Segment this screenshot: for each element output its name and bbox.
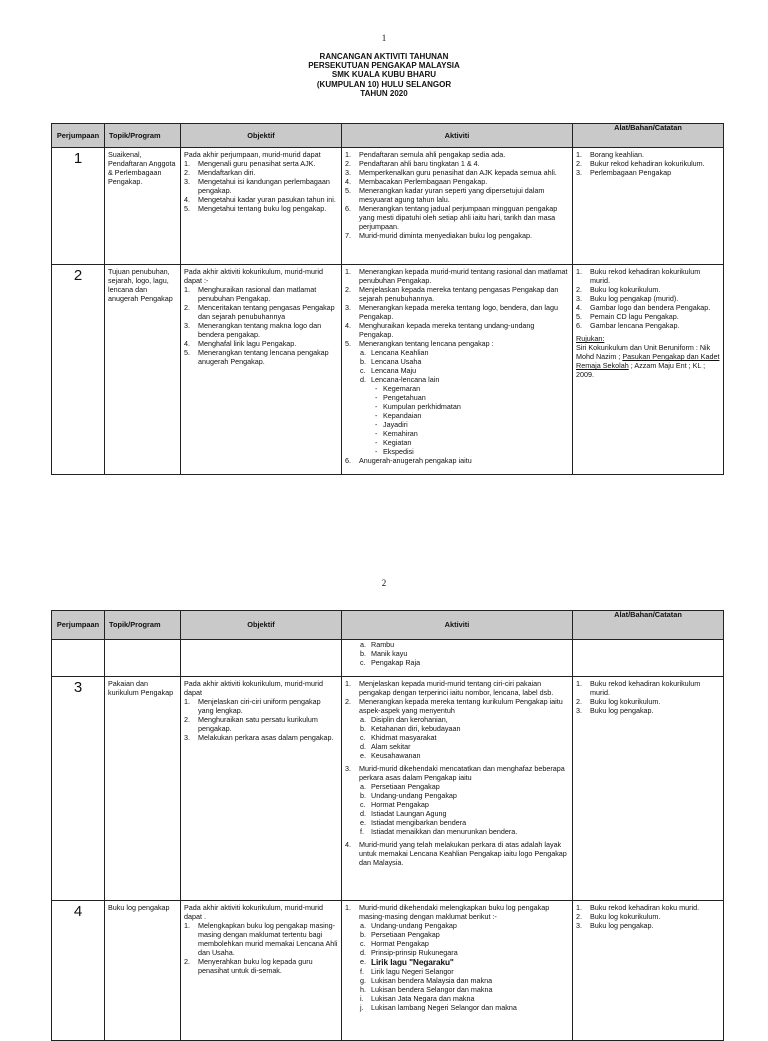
table-header-row [52, 611, 724, 640]
list-item: d. Lencana-lencana lain [360, 375, 440, 384]
list-item: 3. Buku log pengakap (murid). [576, 294, 679, 303]
reference-note [576, 334, 720, 379]
list-item: b. Lencana Usaha [360, 357, 422, 366]
list-item: 1. Menjelaskan kepada murid-murid tentang ciri-ciri pakaian pengakap dengan terperinci iaitu nombor, lencana, label dsb. [345, 679, 554, 697]
activity-plan-table [51, 123, 724, 475]
heading-line: RANCANGAN AKTIVITI TAHUNAN [319, 52, 449, 61]
objective-intro: Pada akhir aktiviti kokurikulum, murid-murid dapat . [184, 903, 324, 921]
list-item: 3. Buku log pengakap. [576, 921, 654, 930]
topic-cell [105, 640, 181, 677]
list-item: 2. Menerangkan kepada mereka tentang kurikulum Pengakap iaitu aspek-aspek yang menyentuh [345, 697, 563, 715]
list-item: a. Rambu [360, 640, 395, 649]
topic-cell: Suaikenal, Pendaftaran Anggota & Perlembagaan Pengakap. [105, 148, 181, 265]
reference-label: Rujukan: [576, 334, 605, 343]
materials-cell [573, 901, 724, 1041]
materials-cell [573, 640, 724, 677]
column-header-materials: Alat/Bahan/Catatan [573, 124, 724, 148]
objective-cell [181, 265, 342, 475]
list-item: d. Alam sekitar [360, 742, 411, 751]
list-item: 1. Buku rekod kehadiran koku murid. [576, 903, 700, 912]
list-item: - Pengetahuan [345, 393, 569, 402]
list-item: 6. Gambar lencana Pengakap. [576, 321, 680, 330]
list-item: b. Persetiaan Pengakap [360, 930, 440, 939]
heading-line: TAHUN 2020 [360, 88, 408, 98]
meeting-number [52, 640, 105, 677]
list-item: e. Keusahawanan [360, 751, 421, 760]
list-item: a. Lencana Keahlian [360, 348, 429, 357]
list-item: 1. Buku rekod kehadiran kokurikulum murid. [576, 679, 701, 697]
column-header-topic: Topik/Program [105, 611, 181, 640]
list-item: d. Prinsip-prinsip Rukunegara [360, 948, 458, 957]
heading-line: PERSEKUTUAN PENGAKAP MALAYSIA [308, 61, 460, 71]
table-row [52, 677, 724, 901]
list-item: 2. Menyerahkan buku log kepada guru penasihat untuk di-semak. [184, 957, 313, 975]
list-item: 2. Bukur rekod kehadiran kokurikulum. [576, 159, 705, 168]
list-item: 4. Mengetahui kadar yuran pasukan tahun ini. [184, 195, 336, 204]
list-item: 2. Buku log kokurikulum. [576, 697, 661, 706]
reference-title: Pasukan Pengakap dan Kadet Remaja Sekolah [576, 352, 720, 370]
list-item: c. Pengakap Raja [360, 658, 421, 667]
objective-cell [181, 677, 342, 901]
activity-cell [342, 148, 573, 265]
list-item: 2. Menghuraikan satu persatu kurikulum pengakap. [184, 715, 318, 733]
materials-cell [573, 265, 724, 475]
list-item: i. Lukisan Jata Negara dan makna [360, 994, 475, 1004]
list-item: h. Lukisan bendera Selangor dan makna [360, 985, 493, 995]
column-header-meeting: Perjumpaan [52, 611, 105, 640]
column-header-activity: Aktiviti [342, 611, 573, 640]
list-item: 1. Murid-murid dikehendaki melengkapkan buku log pengakap masing-masing dengan maklumat berikut :- [345, 903, 550, 921]
list-item: b. Undang-undang Pengakap [360, 791, 457, 800]
materials-cell [573, 148, 724, 265]
list-item: g. Lukisan bendera Malaysia dan makna [360, 976, 493, 986]
list-item: 5. Mengetahui tentang buku log pengakap. [184, 204, 327, 213]
list-item: 1. Buku rekod kehadiran kokurikulum murid. [576, 267, 701, 285]
list-item: 7. Murid-murid diminta menyediakan buku log pengakap. [345, 231, 532, 240]
objective-intro: Pada akhir aktiviti kokurikulum, murid-murid dapat :- [184, 267, 324, 285]
list-item: 1. Mengenali guru penasihat serta AJK. [184, 159, 316, 168]
list-item: f. Lirik lagu Negeri Selangor [360, 967, 454, 977]
column-header-activity: Aktiviti [342, 124, 573, 148]
list-item: a. Persetiaan Pengakap [360, 782, 440, 791]
activity-cell [342, 677, 573, 901]
list-item: - Jayadiri [345, 420, 569, 429]
list-item: e. Istiadat mengibarkan bendera [360, 818, 467, 827]
list-item: a. Disiplin dan kerohanian, [360, 715, 448, 724]
list-item: 1. Borang keahlian. [576, 150, 644, 159]
list-item: 3. Buku log pengakap. [576, 706, 654, 715]
list-item: 3. Murid-murid dikehendaki mencatatkan dan menghafaz beberapa perkara asas dalam Pengakap iaitu [345, 764, 565, 782]
objective-cell [181, 148, 342, 265]
column-header-objective: Objektif [181, 124, 342, 148]
list-item: - Kegiatan [345, 438, 569, 447]
column-header-materials: Alat/Bahan/Catatan [573, 611, 724, 640]
list-item: c. Hormat Pengakap [360, 800, 429, 809]
list-item: - Kegemaran [345, 384, 569, 393]
list-item: - Kepandaian [345, 411, 569, 420]
objective-intro: Pada akhir perjumpaan, murid-murid dapat [184, 150, 321, 159]
list-item: 4. Menghuraikan kepada mereka tentang undang-undang Pengakap. [345, 321, 535, 339]
list-item: 5. Menerangkan kadar yuran seperti yang dipersetujui dalam mesyuarat agung tahun lalu. [345, 186, 545, 204]
list-item: 4. Murid-murid yang telah melakukan perkara di atas adalah layak untuk memakai Lencana Keahlian Pengakap iaitu logo Pengakap dan Malaysia. [345, 840, 567, 867]
list-item: 1. Menjelaskan ciri-ciri uniform pengakap yang lengkap. [184, 697, 321, 715]
list-item: - Ekspedisi [345, 447, 569, 456]
list-item: b. Ketahanan diri, kebudayaan [360, 724, 461, 733]
objective-intro: Pada akhir aktiviti kokurikulum, murid-murid dapat [184, 679, 324, 697]
table-header-row [52, 124, 724, 148]
meeting-number: 4 [52, 901, 105, 1041]
list-item: f. Istiadat menaikkan dan menurunkan bendera. [360, 827, 518, 836]
list-item: j. Lukisan lambang Negeri Selangor dan makna [360, 1003, 517, 1013]
heading-line: (KUMPULAN 10) HULU SELANGOR [316, 79, 452, 89]
list-item: 3. Menerangkan kepada mereka tentang logo, bendera, dan lagu Pengakap. [345, 303, 559, 321]
list-item: - Kumpulan perkhidmatan [345, 402, 569, 411]
materials-cell [573, 677, 724, 901]
meeting-number: 1 [52, 148, 105, 265]
list-item: 2. Menceritakan tentang pengasas Pengakap dan sejarah penubuhannya [184, 303, 335, 321]
column-header-topic: Topik/Program [105, 124, 181, 148]
meeting-number: 2 [52, 265, 105, 475]
list-item: d. Istiadat Laungan Agung [360, 809, 447, 818]
list-item: 3. Menerangkan tentang makna logo dan bendera pengakap. [184, 321, 322, 339]
list-item: b. Manik kayu [360, 649, 408, 658]
activity-cell [342, 901, 573, 1041]
list-item: - Kemahiran [345, 429, 569, 438]
column-header-meeting: Perjumpaan [52, 124, 105, 148]
table-row [52, 901, 724, 1041]
document-heading [0, 52, 768, 98]
objective-cell [181, 640, 342, 677]
list-item: 1. Menghuraikan rasional dan matlamat penubuhan Pengakap. [184, 285, 317, 303]
topic-cell: Tujuan penubuhan, sejarah, logo, lagu, lencana dan anugerah Pengakap [105, 265, 181, 475]
list-item: 4. Membacakan Perlembagaan Pengakap. [345, 177, 488, 186]
list-item: 6. Menerangkan tentang jadual perjumpaan mingguan pengakap yang mesti dipatuhi oleh setiap ahli iaitu hari, tarikh dan masa perjumpaan. [345, 204, 558, 231]
list-item: a. Undang-undang Pengakap [360, 921, 457, 930]
list-item: 3. Mengetahui isi kandungan perlembagaan pengakap. [184, 177, 330, 195]
activity-cell [342, 265, 573, 475]
list-item: c. Khidmat masyarakat [360, 733, 437, 742]
table-row [52, 265, 724, 475]
topic-cell: Pakaian dan kurikulum Pengakap [105, 677, 181, 901]
activity-plan-table-continued [51, 610, 724, 1041]
meeting-number: 3 [52, 677, 105, 901]
list-item: 3. Melakukan perkara asas dalam pengakap. [184, 733, 334, 742]
heading-line: SMK KUALA KUBU BHARU [331, 70, 437, 80]
reference-text: Siri Kokurikulum dan Unit Beruniform : Nik Mohd Nazim ; Pasukan Pengakap dan Kadet Remaja Sekolah ; Azzam Maju Ent ; KL ; 2009. [576, 343, 720, 379]
list-item: c. Lencana Maju [360, 366, 417, 375]
list-item: c. Hormat Pengakap [360, 939, 429, 948]
list-item: 3. Perlembagaan Pengakap [576, 168, 672, 177]
column-header-objective: Objektif [181, 611, 342, 640]
list-item: 1. Pendaftaran semula ahli pengakap sedia ada. [345, 150, 506, 159]
list-item: 5. Pemain CD lagu Pengakap. [576, 312, 679, 321]
list-item: 5. Menerangkan tentang lencana pengakap anugerah Pengakap. [184, 348, 329, 366]
table-row [52, 148, 724, 265]
list-item: 6. Anugerah-anugerah pengakap iaitu [345, 456, 472, 465]
list-item: 4. Gambar logo dan bendera Pengakap. [576, 303, 711, 312]
list-item: 2. Pendaftaran ahli baru tingkatan 1 & 4. [345, 159, 480, 168]
list-item: 1. Menerangkan kepada murid-murid tentang rasional dan matlamat penubuhan Pengakap. [345, 267, 568, 285]
list-item: 2. Buku log kokurikulum. [576, 285, 661, 294]
table-row [52, 640, 724, 677]
topic-cell: Buku log pengakap [105, 901, 181, 1041]
page-number: 2 [381, 578, 387, 588]
objective-cell [181, 901, 342, 1041]
list-item: 4. Menghafal lirik lagu Pengakap. [184, 339, 297, 348]
list-item: 5. Menerangkan tentang lencana pengakap : [345, 339, 494, 348]
list-item: 1. Melengkapkan buku log pengakap masing-masing dengan maklumat tertentu bagi membolehkan murid memakai Lencana Ahli dan Usaha. [184, 921, 338, 957]
list-item: 2. Mendaftarkan diri. [184, 168, 256, 177]
list-item: 2. Menjelaskan kepada mereka tentang pengasas Pengakap dan sejarah penubuhannya. [345, 285, 559, 303]
list-item: 3. Memperkenalkan guru penasihat dan AJK kepada semua ahli. [345, 168, 557, 177]
page-number: 1 [381, 33, 387, 43]
activity-cell [342, 640, 573, 677]
list-item: e. Lirik lagu "Negaraku" [360, 957, 454, 967]
list-item: 2. Buku log kokurikulum. [576, 912, 661, 921]
